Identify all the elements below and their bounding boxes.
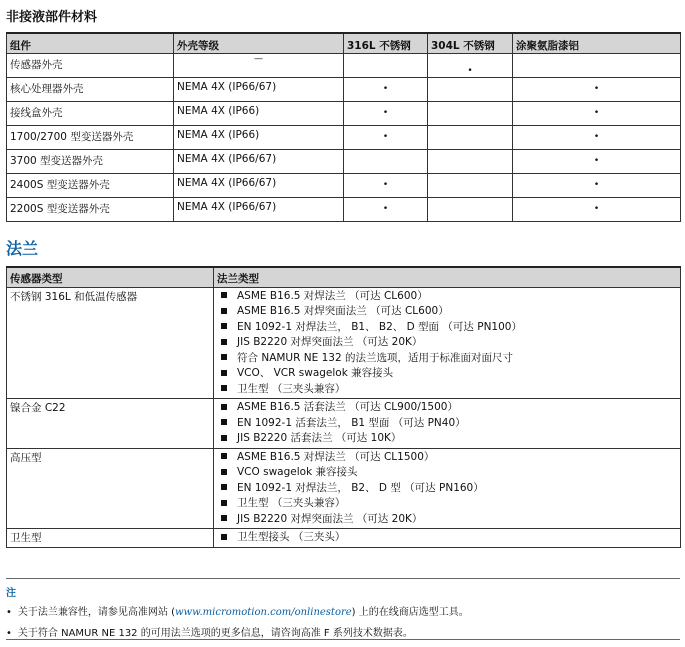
316l-cell: • <box>344 78 428 102</box>
304l-cell <box>428 102 513 126</box>
square-bullet-icon <box>221 323 227 329</box>
flanges-table <box>6 266 681 548</box>
304l-cell <box>428 78 513 102</box>
square-bullet-icon <box>221 484 227 490</box>
square-bullet-icon <box>221 469 227 475</box>
table-row <box>7 448 681 529</box>
square-bullet-icon <box>221 292 227 298</box>
header-rating: 外壳等级 <box>174 33 344 54</box>
aluminum-cell: • <box>513 174 681 198</box>
square-bullet-icon <box>221 385 227 391</box>
square-bullet-icon <box>221 308 227 314</box>
note-flange-compatibility <box>6 603 469 618</box>
flange-option: ASME B16.5 活套法兰 （可达 CL900/1500） <box>237 401 458 413</box>
list-item <box>217 431 677 447</box>
square-bullet-icon <box>221 339 227 345</box>
316l-cell <box>344 150 428 174</box>
flange-option: VCO swagelok 兼容接头 <box>237 466 358 478</box>
rating-cell: NEMA 4X (IP66) <box>174 102 344 126</box>
aluminum-cell: • <box>513 78 681 102</box>
note-text: 关于符合 NAMUR NE 132 的可用法兰选项的更多信息，请咨询高准 F 系列技术数据表。 <box>17 628 413 639</box>
flange-option: EN 1092-1 对焊法兰， B2、 D 型 （可达 PN160） <box>237 481 484 494</box>
table-row <box>7 102 681 126</box>
sensor-type-cell: 不锈钢 316L 和低温传感器 <box>7 287 214 399</box>
component-cell: 3700 型变送器外壳 <box>7 150 174 174</box>
list-item <box>217 366 677 382</box>
sensor-type-cell: 卫生型 <box>7 529 214 548</box>
flange-option: VCO、 VCR swagelok 兼容接头 <box>237 367 394 379</box>
flange-option: JIS B2220 活套法兰 （可达 10K） <box>237 432 402 444</box>
flange-list <box>214 529 681 548</box>
table-row <box>7 198 681 222</box>
316l-cell: • <box>344 174 428 198</box>
online-store-link[interactable]: www.micromotion.com/onlinestore <box>175 607 352 618</box>
square-bullet-icon <box>221 419 227 425</box>
flange-option: 卫生型接头 （三夹头） <box>237 531 346 543</box>
sensor-type-cell: 高压型 <box>7 448 214 529</box>
square-bullet-icon <box>221 404 227 410</box>
square-bullet-icon <box>221 453 227 459</box>
flange-option: ASME B16.5 对焊法兰 （可达 CL600） <box>237 289 428 302</box>
list-item <box>217 512 677 528</box>
square-bullet-icon <box>221 354 227 360</box>
note-text: ) 上的在线商店选型工具。 <box>351 607 469 618</box>
rating-cell: NEMA 4X (IP66/67) <box>174 78 344 102</box>
square-bullet-icon <box>221 500 227 506</box>
table-row <box>7 529 681 548</box>
header-sensor-type: 传感器类型 <box>7 267 214 287</box>
component-cell: 1700/2700 型变送器外壳 <box>7 126 174 150</box>
sensor-type-cell: 镍合金 C22 <box>7 399 214 449</box>
rating-cell: NEMA 4X (IP66/67) <box>174 198 344 222</box>
note-namur <box>6 624 413 639</box>
bullet-icon: • <box>6 628 12 639</box>
square-bullet-icon <box>221 515 227 521</box>
list-item <box>217 400 677 416</box>
rating-cell: NEMA 4X (IP66/67) <box>174 174 344 198</box>
square-bullet-icon <box>221 534 227 540</box>
table-row <box>7 150 681 174</box>
flange-option: JIS B2220 对焊突面法兰 （可达 20K） <box>237 336 423 348</box>
header-aluminum: 涂聚氨脂漆铝 <box>513 33 681 54</box>
header-component: 组件 <box>7 33 174 54</box>
flange-list <box>214 287 681 399</box>
rating-cell: NEMA 4X (IP66/67) <box>174 150 344 174</box>
list-item <box>217 382 677 398</box>
list-item <box>217 320 677 336</box>
table-row <box>7 78 681 102</box>
flange-list <box>214 399 681 449</box>
flange-list <box>214 448 681 529</box>
304l-cell <box>428 126 513 150</box>
aluminum-cell: • <box>513 198 681 222</box>
header-316l: 316L 不锈钢 <box>344 33 428 54</box>
table-row <box>7 287 681 399</box>
aluminum-cell: • <box>513 126 681 150</box>
materials-table <box>6 32 681 222</box>
316l-cell: • <box>344 126 428 150</box>
rating-cell: — <box>174 54 344 78</box>
flange-option: EN 1092-1 活套法兰， B1 型面 （可达 PN40） <box>237 416 466 429</box>
square-bullet-icon <box>221 435 227 441</box>
flange-option: ASME B16.5 对焊法兰 （可达 CL1500） <box>237 450 435 463</box>
component-cell: 接线盒外壳 <box>7 102 174 126</box>
component-cell: 传感器外壳 <box>7 54 174 78</box>
list-item <box>217 496 677 512</box>
list-item <box>217 450 677 466</box>
316l-cell <box>344 54 428 78</box>
component-cell: 2400S 型变送器外壳 <box>7 174 174 198</box>
flange-option: EN 1092-1 对焊法兰， B1、 B2、 D 型面 （可达 PN100） <box>237 320 522 333</box>
list-item <box>217 335 677 351</box>
flanges-section-title: 法兰 <box>6 239 39 258</box>
304l-cell: • <box>428 54 513 78</box>
flange-option: JIS B2220 对焊突面法兰 （可达 20K） <box>237 512 423 525</box>
bullet-icon: • <box>6 607 12 618</box>
square-bullet-icon <box>221 370 227 376</box>
header-304l: 304L 不锈钢 <box>428 33 513 54</box>
notes-bottom-rule <box>6 639 680 640</box>
flange-option: 卫生型 （三夹头兼容） <box>237 497 346 509</box>
list-item <box>217 465 677 481</box>
flange-option: 符合 NAMUR NE 132 的法兰选项，适用于标准面对面尺寸 <box>237 351 513 364</box>
304l-cell <box>428 174 513 198</box>
materials-section-title: 非接液部件材料 <box>6 10 98 25</box>
list-item <box>217 289 677 305</box>
rating-cell: NEMA 4X (IP66) <box>174 126 344 150</box>
flange-option: 卫生型 （三夹头兼容） <box>237 382 346 395</box>
table-row <box>7 174 681 198</box>
note-text: 关于法兰兼容性，请参见高准网站 ( <box>17 607 175 618</box>
aluminum-cell: • <box>513 102 681 126</box>
table-row <box>7 126 681 150</box>
aluminum-cell <box>513 54 681 78</box>
materials-header-row <box>7 33 681 54</box>
notes-title: 注 <box>6 588 16 599</box>
flanges-header-row <box>7 267 681 287</box>
304l-cell <box>428 198 513 222</box>
component-cell: 2200S 型变送器外壳 <box>7 198 174 222</box>
list-item <box>217 351 677 367</box>
table-row <box>7 54 681 78</box>
304l-cell <box>428 150 513 174</box>
component-cell: 核心处理器外壳 <box>7 78 174 102</box>
table-row <box>7 399 681 449</box>
list-item <box>217 481 677 497</box>
list-item <box>217 304 677 320</box>
aluminum-cell: • <box>513 150 681 174</box>
header-flange-type: 法兰类型 <box>214 267 681 287</box>
list-item <box>217 416 677 432</box>
316l-cell: • <box>344 198 428 222</box>
list-item <box>217 530 677 546</box>
flange-option: ASME B16.5 对焊突面法兰 （可达 CL600） <box>237 305 449 317</box>
notes-top-rule <box>6 578 680 579</box>
316l-cell: • <box>344 102 428 126</box>
